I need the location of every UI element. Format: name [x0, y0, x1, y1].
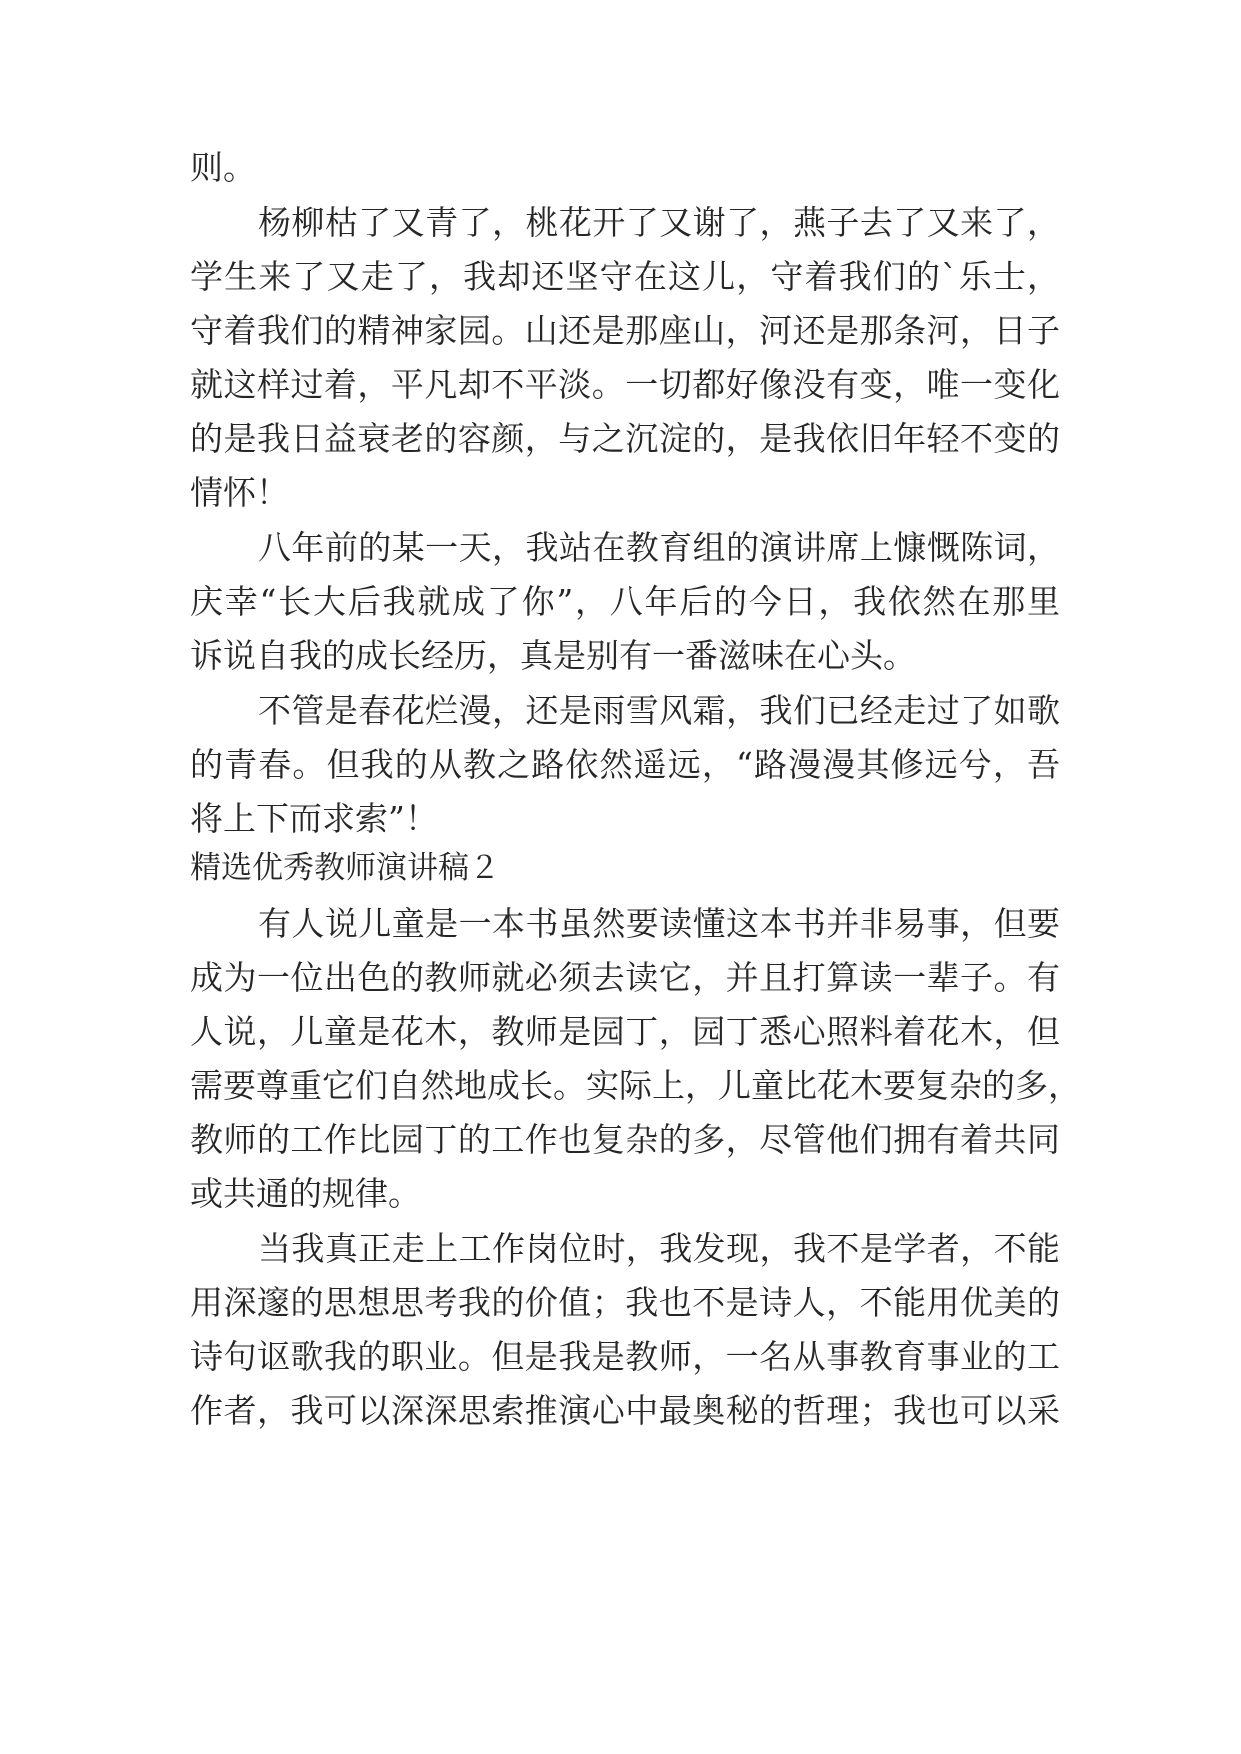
paragraph-line: 将上下而求索”！ — [190, 799, 438, 838]
paragraph-line: 当我真正走上工作岗位时，我发现，我不是学者，不能 — [258, 1229, 1060, 1268]
paragraph-line: 庆幸“长大后我就成了你”，八年后的今日，我依然在那里 — [190, 582, 1060, 621]
paragraph-line: 则。 — [190, 148, 256, 187]
paragraph-line: 的是我日益衰老的容颜，与之沉淀的，是我依旧年轻不变的 — [190, 419, 1060, 458]
paragraph-line: 学生来了又走了，我却还坚守在这儿，守着我们的`乐士， — [190, 257, 1060, 296]
paragraph-line: 需要尊重它们自然地成长。实际上，儿童比花木要复杂的多， — [190, 1066, 1081, 1105]
paragraph-line: 人说，儿童是花木，教师是园丁，园丁悉心照料着花木，但 — [190, 1012, 1060, 1051]
paragraph-line: 教师的工作比园丁的工作也复杂的多，尽管他们拥有着共同 — [190, 1120, 1060, 1159]
paragraph-line: 八年前的某一天，我站在教育组的演讲席上慷慨陈词， — [258, 528, 1060, 567]
paragraph-line: 用深邃的思想思考我的价值；我也不是诗人，不能用优美的 — [190, 1283, 1060, 1322]
section-heading: 精选优秀教师演讲稿２ — [190, 850, 500, 886]
paragraph-line: 的青春。但我的从教之路依然遥远，“路漫漫其修远兮，吾 — [190, 745, 1060, 784]
paragraph-line: 诗句讴歌我的职业。但是我是教师，一名从事教育事业的工 — [190, 1337, 1060, 1376]
paragraph-line: 成为一位出色的教师就必须去读它，并且打算读一辈子。有 — [190, 958, 1060, 997]
paragraph-line: 或共通的规律。 — [190, 1174, 421, 1213]
paragraph-line: 守着我们的精神家园。山还是那座山，河还是那条河，日子 — [190, 311, 1060, 350]
paragraph-line: 有人说儿童是一本书虽然要读懂这本书并非易事，但要 — [258, 904, 1060, 943]
paragraph-line: 诉说自我的成长经历，真是别有一番滋味在心头。 — [190, 636, 916, 675]
paragraph-line: 就这样过着，平凡却不平淡。一切都好像没有变，唯一变化 — [190, 365, 1060, 404]
paragraph-line: 作者，我可以深深思索推演心中最奥秘的哲理；我也可以采 — [190, 1391, 1060, 1430]
paragraph-line: 不管是春花烂漫，还是雨雪风霜，我们已经走过了如歌 — [258, 691, 1060, 730]
paragraph-line: 情怀！ — [190, 473, 289, 512]
paragraph-line: 杨柳枯了又青了，桃花开了又谢了，燕子去了又来了， — [258, 203, 1060, 242]
